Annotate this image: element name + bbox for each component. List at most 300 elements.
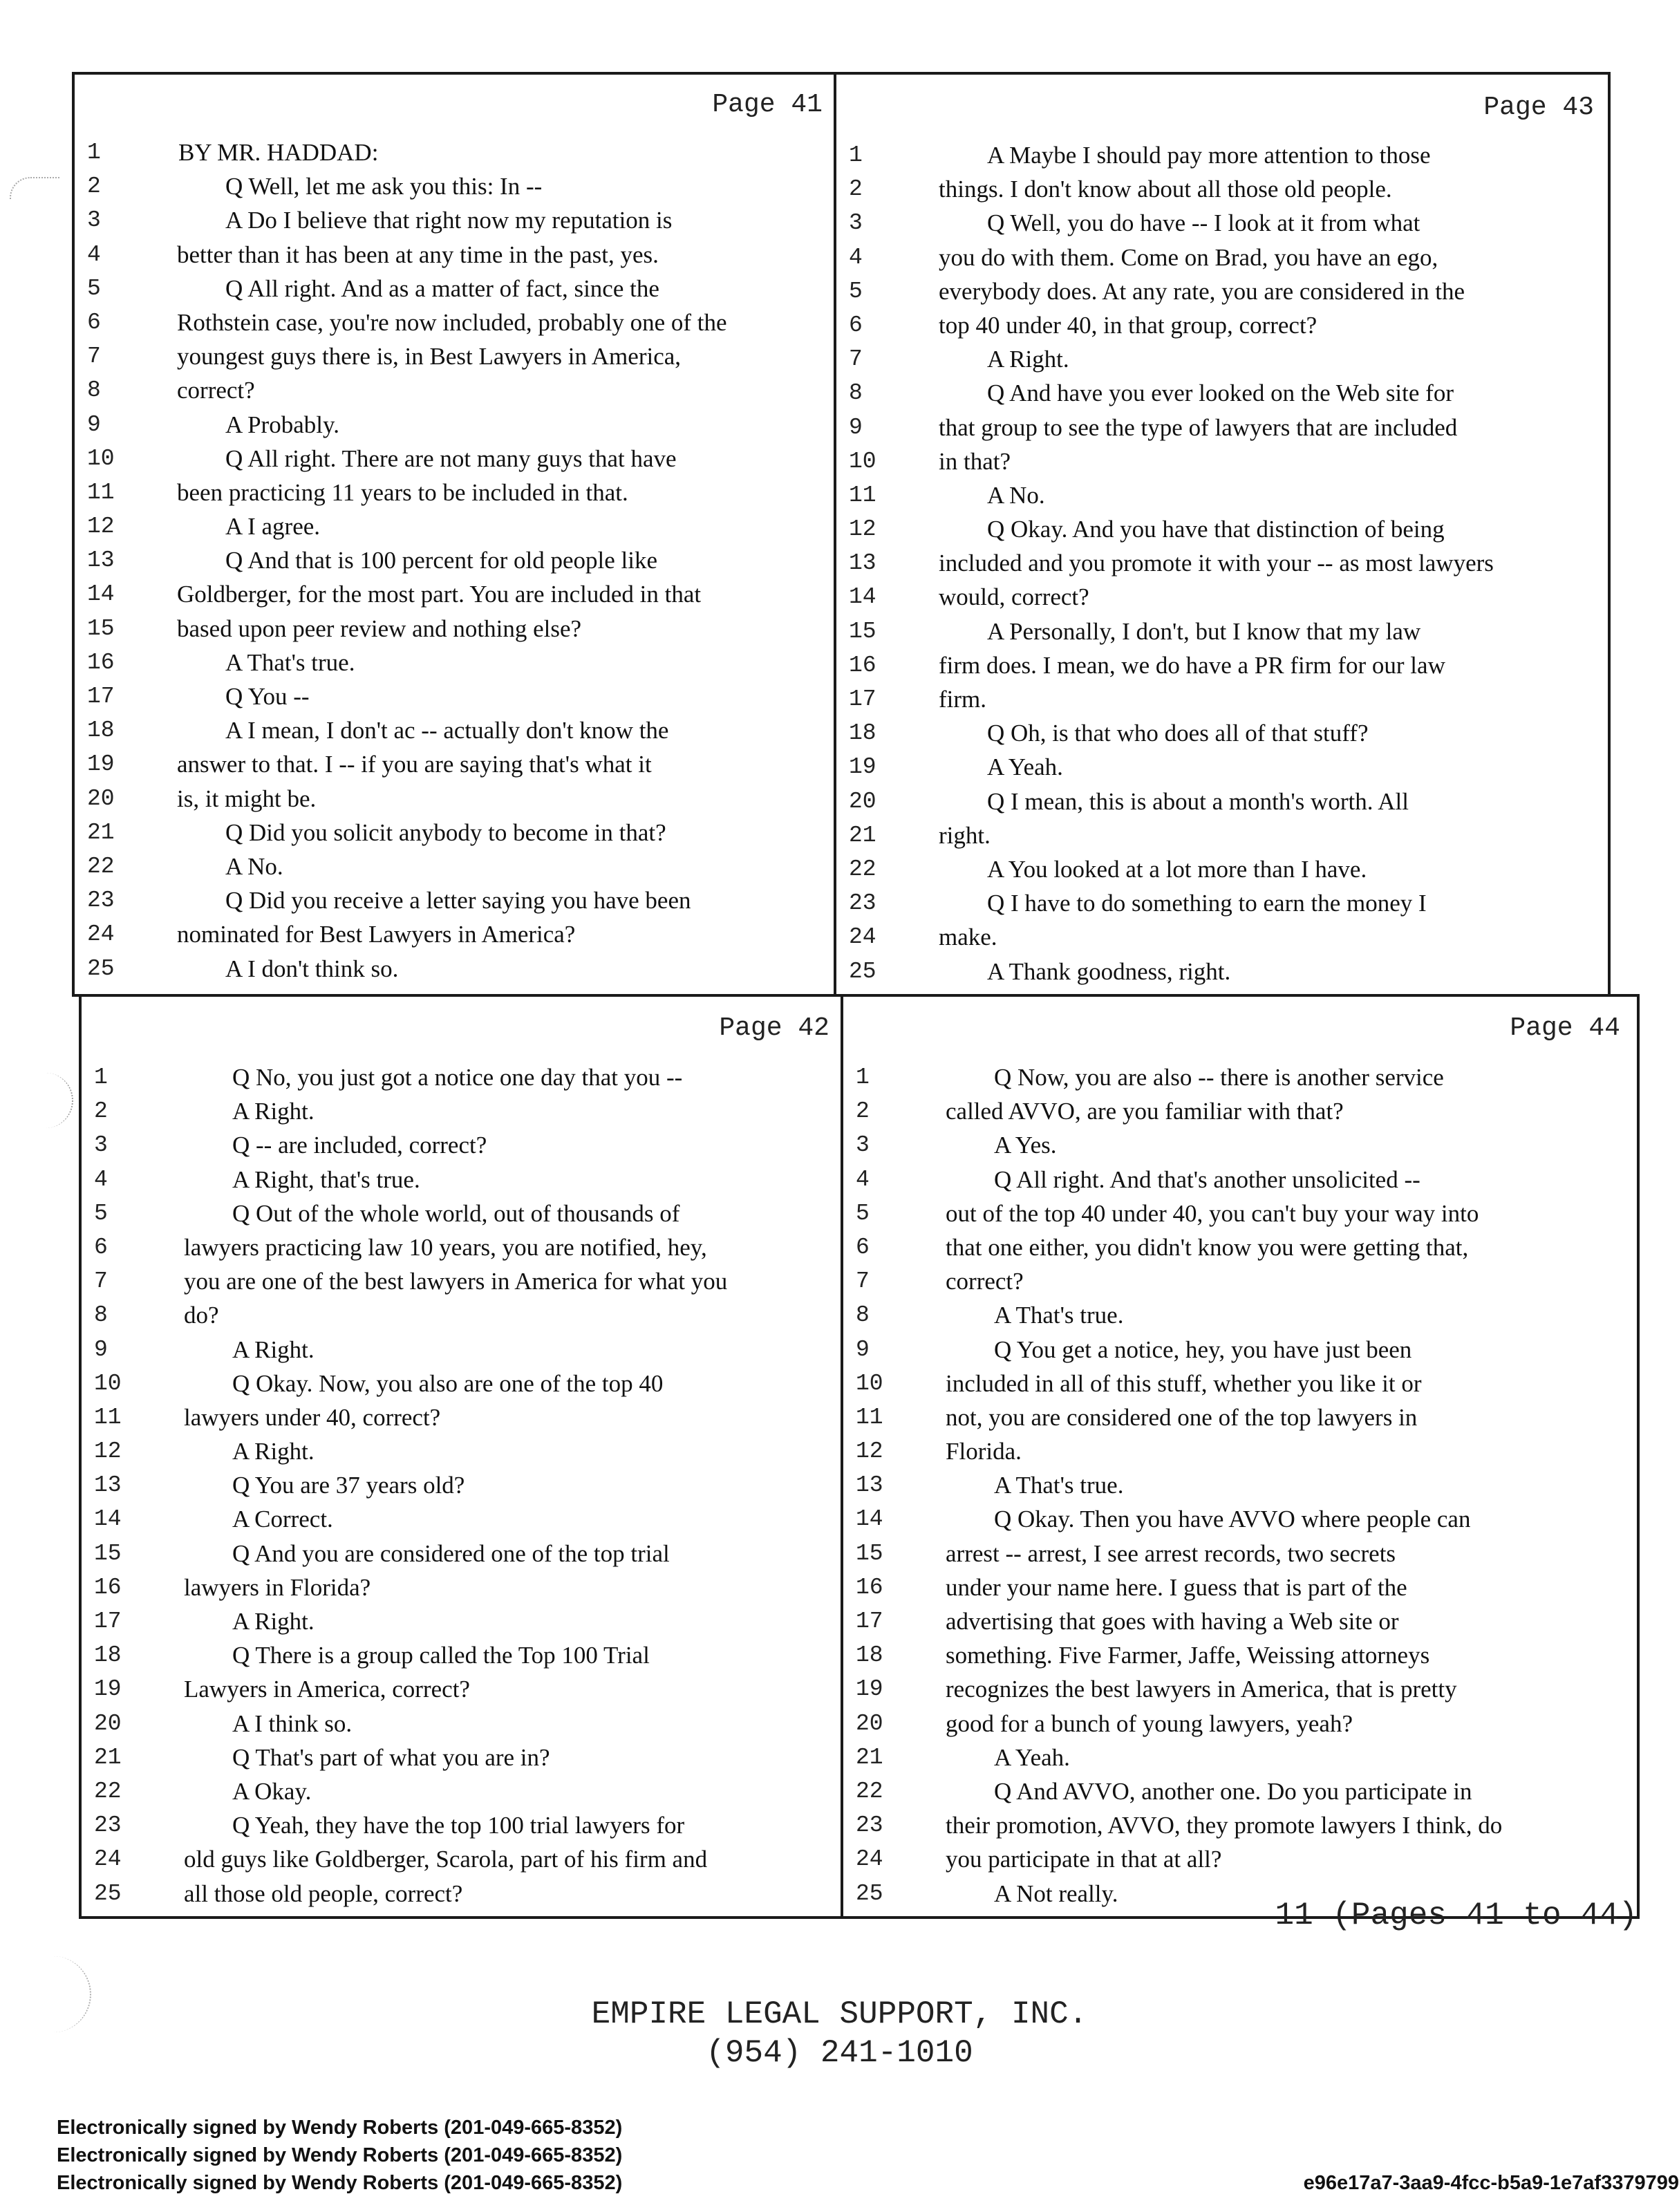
transcript-line (75, 476, 834, 509)
line-number: 25 (856, 1880, 883, 1906)
transcript-line (82, 1808, 841, 1842)
line-text: A Yes. (994, 1132, 1057, 1159)
line-number: 20 (94, 1710, 122, 1736)
transcript-line (75, 883, 834, 917)
page-label: Page 43 (1483, 93, 1594, 122)
transcript-line (82, 1094, 841, 1128)
line-number: 22 (87, 853, 115, 879)
transcript-lines (843, 1060, 1637, 1911)
transcript-line (75, 135, 834, 169)
transcript-line (843, 1571, 1637, 1604)
transcript-line (843, 1808, 1637, 1842)
transcript-line (82, 1877, 841, 1911)
transcript-line (843, 1434, 1637, 1468)
line-text: Q And AVVO, another one. Do you participate in (994, 1777, 1472, 1805)
transcript-line (82, 1400, 841, 1434)
transcript-line (75, 747, 834, 781)
transcript-line (843, 1094, 1637, 1128)
line-number: 13 (94, 1472, 122, 1499)
transcript-line (843, 1842, 1637, 1876)
line-text: their promotion, AVVO, they promote lawyers I think, do (946, 1812, 1503, 1839)
line-text: A I think so. (232, 1709, 353, 1737)
line-number: 16 (87, 649, 115, 675)
line-number: 11 (94, 1404, 122, 1430)
line-text: Q You are 37 years old? (232, 1472, 465, 1499)
transcript-line (836, 546, 1608, 580)
line-text: Q All right. And as a matter of fact, since the (225, 274, 659, 302)
line-text: A Maybe I should pay more attention to those (987, 142, 1431, 169)
line-number: 1 (94, 1065, 108, 1090)
line-number: 20 (856, 1710, 883, 1736)
transcript-line (82, 1434, 841, 1468)
transcript-line (82, 1741, 841, 1774)
transcript-line (836, 411, 1608, 444)
line-text: recognizes the best lawyers in America, that is pretty (946, 1676, 1457, 1703)
line-number: 3 (856, 1132, 870, 1159)
transcript-line (843, 1774, 1637, 1808)
transcript-line (836, 274, 1608, 308)
line-text: A I agree. (225, 513, 321, 541)
line-text: Q Did you receive a letter saying you have been (225, 887, 691, 915)
line-number: 23 (849, 890, 876, 917)
line-text: A Do I believe that right now my reputation is (225, 207, 673, 234)
line-number: 9 (849, 414, 863, 440)
line-text: Q Yeah, they have the top 100 trial lawyers for (232, 1812, 685, 1839)
line-text: lawyers practicing law 10 years, you are notified, hey, (184, 1233, 707, 1261)
transcript-line (82, 1333, 841, 1367)
line-text: Q You get a notice, hey, you have just been (994, 1335, 1412, 1363)
transcript-line (75, 816, 834, 850)
line-number: 19 (94, 1676, 122, 1703)
transcript-line (82, 1197, 841, 1230)
line-text: you are one of the best lawyers in America for what you (184, 1268, 728, 1295)
line-text: top 40 under 40, in that group, correct? (939, 311, 1317, 339)
line-number: 14 (849, 584, 876, 610)
transcript-line (75, 238, 834, 272)
line-number: 16 (94, 1574, 122, 1600)
electronic-signature: Electronically signed by Wendy Roberts (201-049-665-8352) (57, 2144, 623, 2166)
line-number: 14 (856, 1506, 883, 1533)
line-number: 17 (94, 1609, 122, 1634)
transcript-line (836, 955, 1608, 988)
line-number: 6 (94, 1234, 108, 1260)
line-text: A Thank goodness, right. (987, 957, 1231, 985)
electronic-signature: Electronically signed by Wendy Roberts (201-049-665-8352) (57, 2117, 623, 2139)
line-number: 17 (856, 1609, 883, 1634)
line-text: everybody does. At any rate, you are considered in the (939, 277, 1465, 305)
transcript-line (75, 169, 834, 203)
transcript-line (75, 543, 834, 577)
transcript-line (82, 1707, 841, 1741)
line-text: correct? (946, 1268, 1024, 1295)
line-number: 24 (856, 1846, 883, 1873)
line-text: Q Okay. And you have that distinction of being (987, 516, 1445, 543)
line-text: firm does. I mean, we do have a PR firm for our law (939, 651, 1445, 679)
line-text: Q Oh, is that who does all of that stuff? (987, 720, 1369, 747)
scan-mark (10, 177, 59, 199)
transcript-line (843, 1638, 1637, 1672)
page-label: Page 42 (719, 1013, 829, 1043)
line-number: 12 (849, 516, 876, 543)
transcript-line (843, 1672, 1637, 1706)
transcript-line (836, 172, 1608, 206)
transcript-line (82, 1230, 841, 1264)
line-text: Q Did you solicit anybody to become in that? (225, 818, 666, 846)
transcript-page-42 (79, 994, 843, 1919)
transcript-line (82, 1537, 841, 1571)
line-text: do? (184, 1302, 219, 1329)
line-number: 16 (856, 1574, 883, 1600)
document-id: e96e17a7-3aa9-4fcc-b5a9-1e7af3379799 (1303, 2172, 1679, 2194)
line-text: advertising that goes with having a Web site or (946, 1608, 1399, 1635)
line-number: 14 (87, 581, 115, 608)
transcript-line (75, 679, 834, 713)
transcript-line (75, 408, 834, 442)
transcript-line (843, 1128, 1637, 1162)
line-number: 24 (94, 1846, 122, 1873)
line-text: firm. (939, 686, 987, 713)
line-text: would, correct? (939, 583, 1089, 611)
transcript-line (82, 1774, 841, 1808)
line-number: 25 (849, 958, 876, 984)
transcript-line (836, 818, 1608, 852)
page-label: Page 41 (712, 90, 823, 120)
transcript-lines (836, 138, 1608, 988)
transcript-line (836, 886, 1608, 920)
transcript-line (843, 1264, 1637, 1298)
line-number: 7 (856, 1268, 870, 1295)
line-number: 2 (87, 174, 101, 200)
line-text: that one either, you didn't know you were getting that, (946, 1233, 1469, 1261)
line-number: 25 (87, 955, 115, 982)
line-number: 1 (849, 142, 863, 168)
electronic-signature: Electronically signed by Wendy Roberts (201-049-665-8352) (57, 2172, 623, 2194)
line-text: A Correct. (232, 1506, 333, 1533)
transcript-line (836, 920, 1608, 954)
line-number: 12 (87, 514, 115, 540)
transcript-line (75, 782, 834, 816)
line-number: 23 (94, 1812, 122, 1839)
transcript-line (82, 1842, 841, 1876)
line-number: 21 (87, 819, 115, 845)
line-number: 22 (849, 856, 876, 882)
transcript-line (75, 306, 834, 339)
line-text: A Yeah. (987, 753, 1063, 781)
line-text: youngest guys there is, in Best Lawyers in America, (177, 343, 682, 371)
transcript-line (843, 1741, 1637, 1774)
line-number: 6 (849, 312, 863, 338)
transcript-line (82, 1502, 841, 1536)
line-number: 22 (856, 1778, 883, 1804)
line-text: Q You -- (225, 683, 310, 710)
line-number: 8 (94, 1302, 108, 1329)
transcript-line (82, 1638, 841, 1672)
line-number: 13 (87, 547, 115, 574)
transcript-line (843, 1707, 1637, 1741)
line-text: that group to see the type of lawyers that are included (939, 413, 1458, 441)
line-text: A You looked at a lot more than I have. (987, 855, 1367, 883)
line-number: 16 (849, 652, 876, 678)
transcript-line (836, 750, 1608, 784)
line-text: Q -- are included, correct? (232, 1132, 487, 1159)
line-text: been practicing 11 years to be included in that. (177, 478, 628, 506)
line-number: 3 (94, 1132, 108, 1159)
line-text: Q I mean, this is about a month's worth. All (987, 787, 1409, 815)
transcript-line (75, 646, 834, 679)
transcript-line (843, 1197, 1637, 1230)
line-text: Q And that is 100 percent for old people like (225, 547, 657, 574)
transcript-line (82, 1571, 841, 1604)
transcript-line (82, 1672, 841, 1706)
line-number: 19 (849, 754, 876, 780)
transcript-line (75, 612, 834, 646)
line-number: 15 (87, 615, 115, 641)
company-name: EMPIRE LEGAL SUPPORT, INC. (591, 1996, 1088, 2032)
transcript-line (75, 952, 834, 986)
line-text: better than it has been at any time in the past, yes. (177, 241, 659, 268)
transcript-line (82, 1604, 841, 1638)
transcript-line (75, 373, 834, 407)
transcript-line (836, 478, 1608, 512)
transcript-line (75, 509, 834, 543)
transcript-lines (75, 135, 834, 986)
transcript-line (836, 785, 1608, 818)
transcript-page-41 (72, 72, 836, 997)
line-number: 20 (87, 785, 115, 812)
line-text: A Personally, I don't, but I know that my law (987, 617, 1421, 645)
transcript-line (843, 1604, 1637, 1638)
transcript-line (836, 444, 1608, 478)
transcript-line (843, 1502, 1637, 1536)
transcript-line (836, 716, 1608, 750)
transcript-lines (82, 1060, 841, 1911)
transcript-page-43 (834, 72, 1611, 997)
transcript-line (836, 648, 1608, 682)
line-number: 10 (87, 445, 115, 471)
line-text: Q That's part of what you are in? (232, 1743, 550, 1771)
line-text: in that? (939, 447, 1011, 475)
line-number: 6 (856, 1234, 870, 1260)
transcript-page-44 (841, 994, 1640, 1919)
line-number: 21 (94, 1744, 122, 1770)
line-number: 4 (94, 1166, 108, 1192)
line-number: 4 (87, 241, 101, 268)
transcript-line (75, 339, 834, 373)
line-text: A No. (225, 852, 283, 880)
line-number: 5 (849, 278, 863, 304)
line-text: Q Well, you do have -- I look at it from what (987, 209, 1420, 237)
line-number: 23 (87, 888, 115, 914)
line-text: A Probably. (225, 411, 339, 438)
line-number: 2 (856, 1098, 870, 1125)
transcript-line (843, 1367, 1637, 1400)
line-number: 8 (856, 1302, 870, 1329)
line-text: A Right. (232, 1438, 315, 1465)
line-number: 25 (94, 1880, 122, 1906)
line-text: is, it might be. (177, 785, 317, 812)
line-text: A Okay. (232, 1777, 312, 1805)
line-text: A Not really. (994, 1880, 1118, 1907)
transcript-line (843, 1163, 1637, 1197)
line-text: included and you promote it with your -- as most lawyers (939, 550, 1494, 577)
line-number: 24 (849, 924, 876, 950)
line-text: Q Now, you are also -- there is another service (994, 1064, 1444, 1091)
line-text: out of the top 40 under 40, you can't buy your way into (946, 1199, 1479, 1227)
line-number: 13 (856, 1472, 883, 1499)
transcript-line (836, 308, 1608, 342)
transcript-line (836, 852, 1608, 886)
line-number: 2 (94, 1098, 108, 1125)
line-number: 1 (856, 1065, 870, 1090)
line-text: Q Out of the whole world, out of thousands of (232, 1199, 680, 1227)
line-number: 18 (87, 718, 115, 744)
line-number: 14 (94, 1506, 122, 1533)
transcript-line (75, 577, 834, 611)
line-text: A That's true. (994, 1472, 1124, 1499)
transcript-line (82, 1128, 841, 1162)
line-text: A Right. (232, 1098, 315, 1125)
transcript-line (836, 206, 1608, 240)
line-text: make. (939, 924, 997, 951)
line-number: 7 (87, 344, 101, 370)
transcript-line (836, 682, 1608, 716)
line-number: 18 (856, 1642, 883, 1669)
line-number: 10 (849, 448, 876, 474)
line-number: 24 (87, 921, 115, 948)
transcript-line (843, 1468, 1637, 1502)
line-number: 5 (856, 1200, 870, 1226)
transcript-line (82, 1060, 841, 1094)
transcript-line (836, 512, 1608, 546)
line-text: you participate in that at all? (946, 1846, 1222, 1873)
line-text: Q All right. And that's another unsolicited -- (994, 1165, 1420, 1193)
line-number: 22 (94, 1778, 122, 1804)
line-text: A That's true. (994, 1302, 1124, 1329)
page-range: 11 (Pages 41 to 44) (1275, 1897, 1638, 1933)
line-text: under your name here. I guess that is part of the (946, 1573, 1407, 1601)
transcript-line (843, 1298, 1637, 1332)
line-number: 19 (856, 1676, 883, 1703)
line-number: 8 (849, 380, 863, 406)
line-number: 9 (94, 1336, 108, 1362)
line-text: Q Okay. Then you have AVVO where people can (994, 1506, 1471, 1533)
line-text: A I don't think so. (225, 955, 399, 982)
transcript-line (836, 342, 1608, 376)
line-number: 19 (87, 751, 115, 778)
transcript-line (843, 1400, 1637, 1434)
line-number: 5 (94, 1200, 108, 1226)
line-text: A Right, that's true. (232, 1165, 420, 1193)
transcript-line (75, 203, 834, 237)
line-number: 1 (87, 140, 101, 165)
transcript-line (82, 1367, 841, 1400)
line-text: A No. (987, 481, 1045, 509)
line-number: 11 (856, 1404, 883, 1430)
line-text: A Yeah. (994, 1743, 1070, 1771)
line-number: 23 (856, 1812, 883, 1839)
line-text: something. Five Farmer, Jaffe, Weissing attorneys (946, 1642, 1430, 1669)
line-text: Q There is a group called the Top 100 Trial (232, 1642, 650, 1669)
line-text: lawyers under 40, correct? (184, 1403, 441, 1431)
transcript-line (75, 272, 834, 306)
transcript-line (836, 580, 1608, 614)
line-text: A Right. (987, 346, 1069, 373)
transcript-line (75, 850, 834, 883)
line-text: based upon peer review and nothing else? (177, 615, 582, 642)
line-text: Q Okay. Now, you also are one of the top 40 (232, 1369, 664, 1397)
line-number: 7 (849, 346, 863, 373)
line-number: 15 (849, 618, 876, 644)
line-text: old guys like Goldberger, Scarola, part of his firm and (184, 1846, 708, 1873)
line-number: 15 (94, 1540, 122, 1566)
line-number: 11 (87, 479, 115, 505)
line-number: 13 (849, 550, 876, 577)
line-text: A Right. (232, 1335, 315, 1363)
line-text: Q No, you just got a notice one day that you -- (232, 1064, 683, 1091)
transcript-line (843, 1537, 1637, 1571)
line-number: 12 (94, 1438, 122, 1465)
line-text: BY MR. HADDAD: (178, 139, 379, 166)
line-number: 4 (856, 1166, 870, 1192)
page-label: Page 44 (1510, 1013, 1620, 1043)
line-text: good for a bunch of young lawyers, yeah? (946, 1709, 1353, 1737)
line-number: 4 (849, 244, 863, 270)
line-number: 7 (94, 1268, 108, 1295)
line-text: included in all of this stuff, whether you like it or (946, 1369, 1422, 1397)
line-number: 17 (87, 684, 115, 709)
line-text: Q Well, let me ask you this: In -- (225, 173, 543, 200)
line-number: 11 (849, 482, 876, 508)
line-number: 17 (849, 686, 876, 712)
line-text: Rothstein case, you're now included, probably one of the (177, 308, 727, 336)
line-number: 6 (87, 309, 101, 335)
line-text: called AVVO, are you familiar with that? (946, 1098, 1344, 1125)
transcript-line (82, 1298, 841, 1332)
line-number: 3 (849, 210, 863, 236)
line-text: right. (939, 821, 991, 849)
transcript-line (836, 376, 1608, 410)
transcript-line (843, 1333, 1637, 1367)
transcript-line (836, 615, 1608, 648)
line-number: 9 (87, 411, 101, 438)
line-text: arrest -- arrest, I see arrest records, two secrets (946, 1539, 1396, 1567)
line-text: not, you are considered one of the top lawyers in (946, 1403, 1418, 1431)
transcript-line (82, 1468, 841, 1502)
line-text: Q All right. There are not many guys that have (225, 444, 677, 472)
transcript-line (75, 442, 834, 476)
line-number: 18 (94, 1642, 122, 1669)
line-number: 3 (87, 207, 101, 234)
line-text: you do with them. Come on Brad, you have an ego, (939, 243, 1438, 271)
line-text: answer to that. I -- if you are saying that's what it (177, 751, 652, 778)
line-number: 21 (856, 1744, 883, 1770)
line-number: 10 (94, 1370, 122, 1396)
transcript-line (82, 1163, 841, 1197)
line-number: 18 (849, 720, 876, 747)
transcript-line (75, 713, 834, 747)
line-text: Lawyers in America, correct? (184, 1676, 470, 1703)
transcript-line (75, 917, 834, 951)
line-text: things. I don't know about all those old people. (939, 176, 1392, 203)
transcript-line (836, 241, 1608, 274)
line-text: Q And you are considered one of the top trial (232, 1539, 670, 1567)
line-text: lawyers in Florida? (184, 1573, 371, 1601)
line-number: 20 (849, 788, 876, 814)
line-number: 15 (856, 1540, 883, 1566)
line-number: 9 (856, 1336, 870, 1362)
line-text: A Right. (232, 1608, 315, 1635)
line-number: 8 (87, 377, 101, 404)
